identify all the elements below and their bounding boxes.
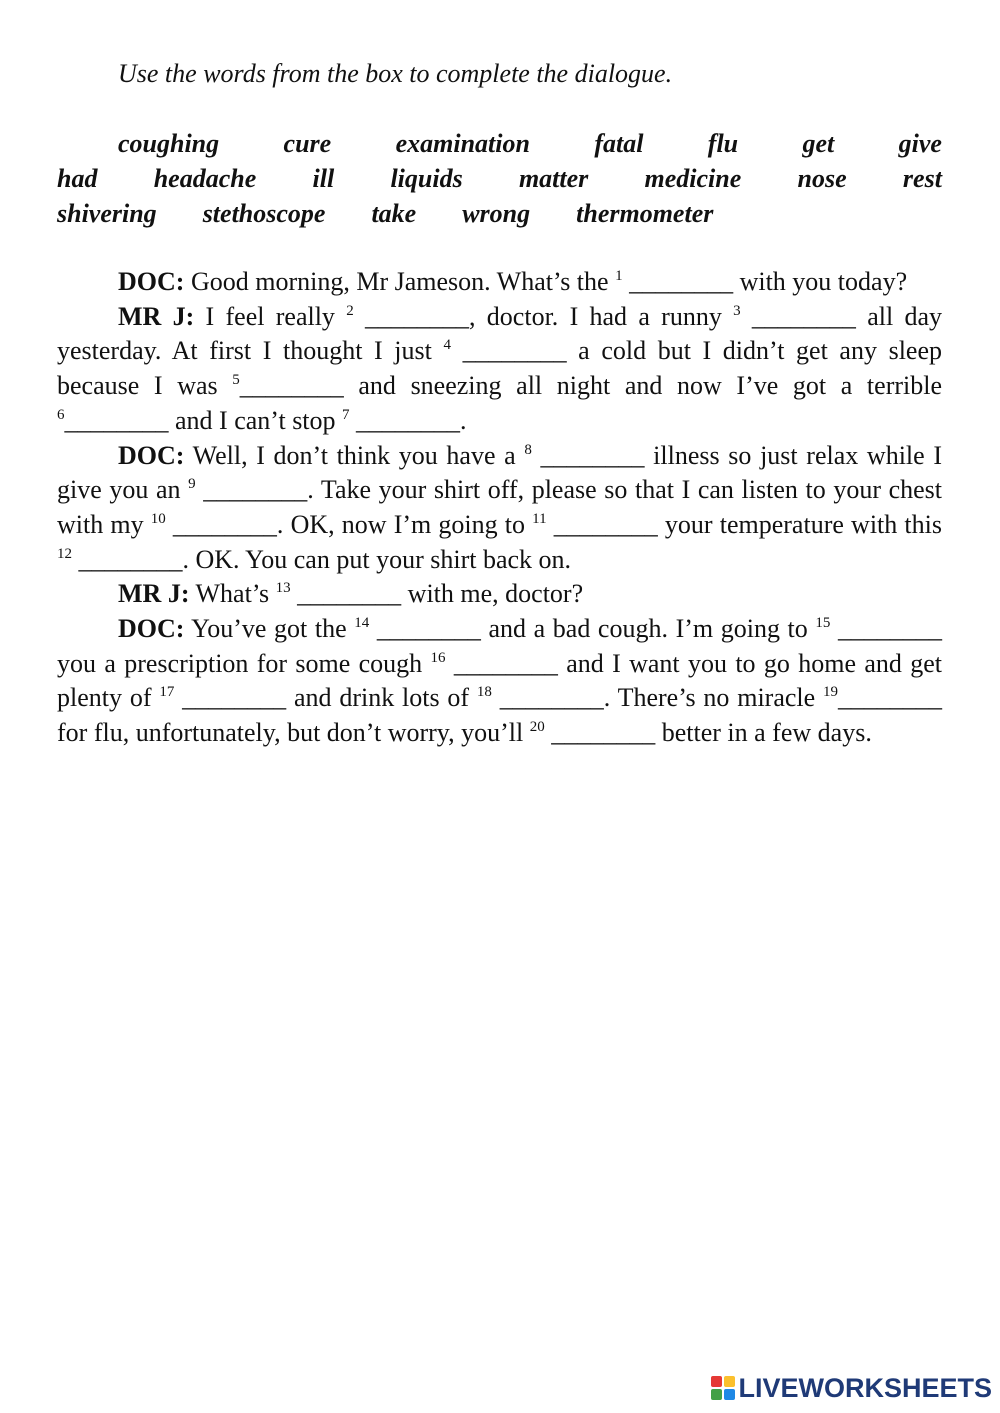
word-box-word: liquids bbox=[390, 164, 463, 193]
word-box-word: shivering bbox=[57, 199, 157, 228]
liveworksheets-logo-icon bbox=[711, 1376, 735, 1400]
logo-square-3 bbox=[711, 1389, 722, 1400]
word-box-row-2 bbox=[57, 161, 942, 196]
dialogue-text: . OK, now I’m going to bbox=[276, 509, 533, 539]
gap-number: 20 bbox=[529, 719, 545, 736]
dialogue-text: better in a few days. bbox=[655, 718, 872, 748]
answer-blank[interactable]: ________ bbox=[182, 683, 287, 713]
worksheet-page bbox=[57, 56, 942, 751]
answer-blank[interactable]: ________ bbox=[838, 683, 942, 713]
dialogue-text bbox=[532, 441, 541, 470]
gap-number: 11 bbox=[532, 510, 547, 527]
speaker-label: MR J: bbox=[118, 301, 195, 331]
word-box-word: rest bbox=[902, 164, 942, 193]
dialogue-text: with me, doctor? bbox=[401, 579, 584, 609]
answer-blank[interactable]: ________ bbox=[297, 579, 402, 609]
dialogue-text: What’s bbox=[189, 579, 276, 609]
word-box-word: get bbox=[802, 129, 835, 158]
logo-square-2 bbox=[724, 1376, 735, 1387]
answer-blank[interactable]: ________ bbox=[838, 614, 942, 644]
word-box-word: had bbox=[57, 164, 98, 193]
logo-square-4 bbox=[724, 1389, 735, 1400]
dialogue-text: Good morning, Mr Jameson. What’s the bbox=[184, 267, 616, 296]
dialogue-text: Well, I don’t think you have a bbox=[184, 440, 525, 470]
answer-blank[interactable]: ________ bbox=[203, 475, 308, 505]
dialogue-text bbox=[369, 614, 377, 643]
dialogue-text bbox=[830, 614, 838, 643]
gap-number: 3 bbox=[733, 302, 741, 319]
answer-blank[interactable]: ________ bbox=[629, 267, 734, 296]
answer-blank[interactable]: ________ bbox=[553, 509, 658, 539]
speaker-label: DOC: bbox=[118, 440, 185, 470]
dialogue-text: with you today? bbox=[733, 267, 908, 296]
dialogue-text bbox=[547, 510, 554, 539]
dialogue-text: . OK. You can put your shirt back on. bbox=[182, 544, 572, 574]
dialogue-text bbox=[451, 336, 463, 365]
answer-blank[interactable]: ________ bbox=[540, 440, 645, 470]
word-box-word: matter bbox=[518, 164, 589, 193]
gap-number: 2 bbox=[346, 302, 354, 319]
gap-number: 4 bbox=[443, 337, 451, 354]
word-box-word: examination bbox=[395, 129, 530, 158]
gap-number: 8 bbox=[524, 441, 532, 458]
dialogue-text bbox=[354, 302, 365, 331]
word-box-word: give bbox=[898, 129, 942, 158]
answer-blank[interactable]: ________ bbox=[499, 683, 604, 713]
dialogue-text bbox=[174, 683, 182, 712]
logo-square-1 bbox=[711, 1376, 722, 1387]
gap-number: 10 bbox=[150, 510, 166, 527]
gap-number: 19 bbox=[823, 684, 838, 701]
answer-blank[interactable]: ________ bbox=[64, 405, 169, 435]
logo-text: LIVEWORKSHEETS bbox=[738, 1372, 992, 1403]
gap-number: 15 bbox=[815, 615, 831, 632]
answer-blank[interactable]: ________ bbox=[453, 648, 558, 678]
gap-number: 5 bbox=[232, 372, 240, 389]
dialogue-text bbox=[492, 683, 500, 712]
gap-number: 12 bbox=[57, 545, 72, 562]
word-box-word: take bbox=[371, 199, 417, 228]
answer-blank[interactable]: ________ bbox=[551, 718, 656, 748]
dialogue-text: You’ve got the bbox=[184, 614, 355, 644]
gap-number: 1 bbox=[615, 268, 623, 284]
gap-number: 16 bbox=[430, 649, 446, 666]
answer-blank[interactable]: ________ bbox=[78, 544, 183, 574]
dialogue-text: . bbox=[460, 405, 467, 435]
speaker-label: DOC: bbox=[118, 267, 185, 296]
gap-number: 17 bbox=[159, 684, 175, 701]
word-box-word: thermometer bbox=[576, 199, 714, 228]
dialogue-text: and a bad cough. I’m going to bbox=[480, 614, 816, 644]
dialogue-text: . There’s no miracle bbox=[603, 683, 823, 713]
dialogue-text: and drink lots of bbox=[286, 683, 477, 713]
dialogue-turn bbox=[57, 439, 942, 578]
dialogue-text: illness so just relax while I give you an bbox=[57, 440, 942, 505]
answer-blank[interactable]: ________ bbox=[239, 371, 344, 401]
word-box-word: stethoscope bbox=[202, 199, 326, 228]
dialogue-text bbox=[446, 649, 454, 678]
dialogue-text: your temperature with this bbox=[657, 509, 942, 539]
word-box-word: fatal bbox=[594, 129, 644, 158]
dialogue-text: . Take your shirt off, please so that I can listen to your chest with my bbox=[57, 475, 943, 539]
answer-blank[interactable]: ________ bbox=[172, 509, 277, 539]
answer-blank[interactable]: ________ bbox=[356, 405, 461, 435]
dialogue-text bbox=[741, 302, 752, 331]
dialogue-turn bbox=[57, 612, 942, 751]
dialogue-text bbox=[166, 510, 173, 539]
dialogue-text: for flu, unfortunately, but don’t worry, you’ll bbox=[57, 718, 530, 748]
speaker-label: DOC: bbox=[118, 614, 185, 644]
gap-number: 13 bbox=[275, 580, 291, 597]
dialogue-turn bbox=[57, 577, 942, 612]
word-box-word: ill bbox=[312, 164, 335, 193]
word-box-word: wrong bbox=[462, 199, 531, 228]
word-box-word: medicine bbox=[644, 164, 742, 193]
dialogue-text: you a prescription for some cough bbox=[57, 648, 431, 678]
word-box-word: coughing bbox=[118, 129, 220, 158]
dialogue-text: all day yesterday. At first I thought I just bbox=[57, 301, 943, 366]
dialogue-text: and I can’t stop bbox=[168, 405, 343, 435]
dialogue-text: , doctor. I had a runny bbox=[469, 301, 734, 331]
liveworksheets-logo bbox=[711, 1371, 992, 1405]
word-box-word: cure bbox=[283, 129, 332, 158]
word-box-row-3 bbox=[57, 196, 942, 231]
word-box-word: headache bbox=[153, 164, 257, 193]
gap-number: 7 bbox=[342, 406, 350, 423]
gap-number: 9 bbox=[188, 476, 196, 493]
gap-number: 6 bbox=[57, 406, 65, 423]
speaker-label: MR J: bbox=[118, 579, 190, 609]
dialogue-text: and sneezing all night and now I’ve got a terrible bbox=[343, 371, 942, 401]
dialogue-turn bbox=[57, 300, 942, 439]
answer-blank[interactable]: ________ bbox=[462, 336, 567, 366]
dialogue-turn bbox=[57, 265, 942, 300]
gap-number: 14 bbox=[354, 615, 370, 632]
answer-blank[interactable]: ________ bbox=[751, 301, 856, 331]
word-box bbox=[57, 126, 942, 231]
answer-blank[interactable]: ________ bbox=[365, 301, 470, 331]
word-box-row-1 bbox=[57, 126, 942, 161]
gap-number: 18 bbox=[476, 684, 492, 701]
dialogue-text: a cold but I didn’t get any sleep because I was bbox=[57, 336, 942, 401]
answer-blank[interactable]: ________ bbox=[376, 614, 481, 644]
word-box-word: nose bbox=[797, 164, 847, 193]
dialogue bbox=[57, 265, 942, 751]
word-box-word: flu bbox=[707, 129, 739, 158]
dialogue-text: I feel really bbox=[194, 301, 347, 331]
dialogue-text: and I want you to go home and get plenty of bbox=[57, 648, 942, 713]
instruction-text: Use the words from the box to complete the dialogue. bbox=[118, 59, 673, 88]
